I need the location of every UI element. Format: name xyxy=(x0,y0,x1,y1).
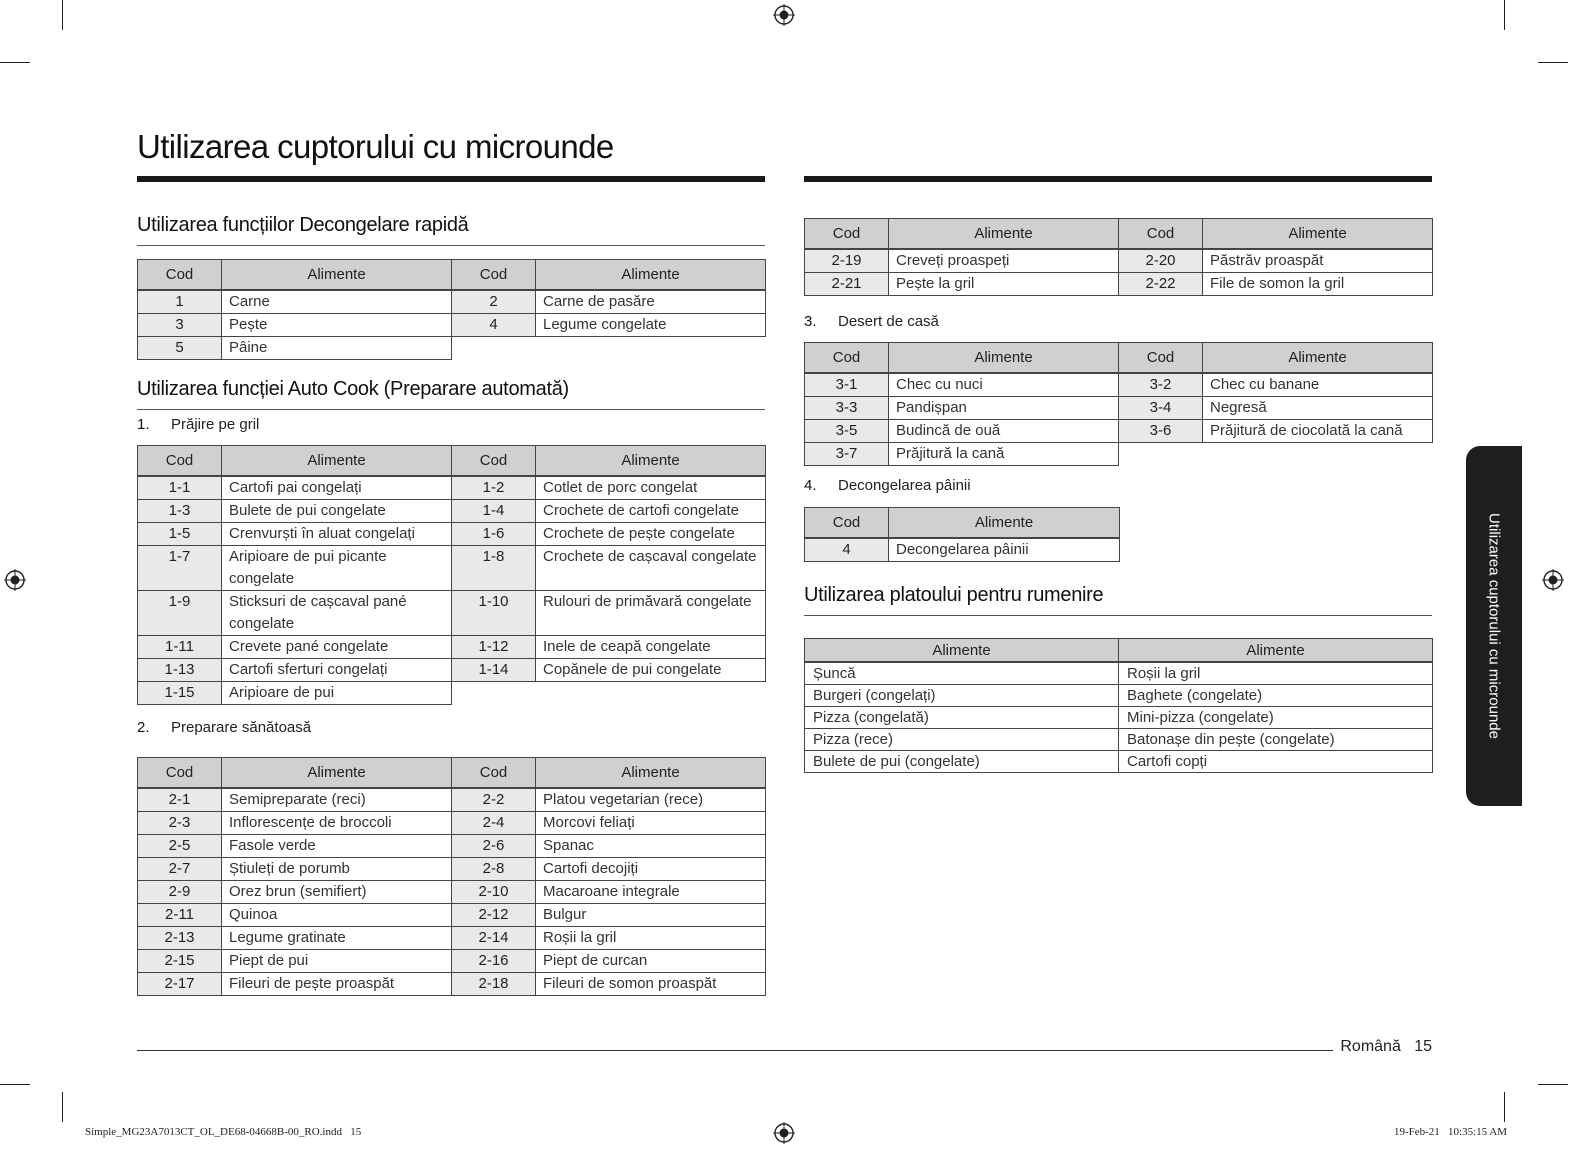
code-cell: 2-15 xyxy=(138,950,222,973)
code-cell: 3-1 xyxy=(805,373,889,397)
column-header-cod: Cod xyxy=(805,508,889,539)
crop-mark xyxy=(62,1092,63,1122)
column-header-alimente: Alimente xyxy=(889,508,1120,539)
dessert-table xyxy=(804,342,1433,466)
table-row xyxy=(805,373,1433,397)
bread-table xyxy=(804,507,1120,562)
code-cell: 2-2 xyxy=(452,788,536,812)
table-row xyxy=(805,443,1433,466)
food-cell: Copănele de pui congelate xyxy=(536,659,766,682)
food-cell: Pandișpan xyxy=(889,397,1119,420)
food-cell: File de somon la gril xyxy=(1203,273,1433,296)
category-number: 3. xyxy=(804,313,817,330)
food-cell: Piept de pui xyxy=(222,950,452,973)
table-row xyxy=(805,397,1433,420)
code-cell: 2-17 xyxy=(138,973,222,996)
table-row xyxy=(805,420,1433,443)
section-rule xyxy=(137,409,765,410)
table-row xyxy=(138,835,766,858)
code-cell: 2-1 xyxy=(138,788,222,812)
food-cell: Chec cu nuci xyxy=(889,373,1119,397)
code-cell: 2-6 xyxy=(452,835,536,858)
food-cell: Cartofi copți xyxy=(1119,751,1433,773)
quick-defrost-heading: Utilizarea funcțiilor Decongelare rapidă xyxy=(137,214,469,236)
code-cell: 1-15 xyxy=(138,682,222,705)
category-number: 1. xyxy=(137,416,150,433)
code-cell: 2-9 xyxy=(138,881,222,904)
crop-mark xyxy=(0,1084,30,1085)
code-cell: 1-5 xyxy=(138,523,222,546)
food-cell: Legume gratinate xyxy=(222,927,452,950)
column-header-cod: Cod xyxy=(138,758,222,789)
footer-page-info xyxy=(1340,1038,1432,1056)
column-header-cod: Cod xyxy=(452,758,536,789)
crop-mark xyxy=(0,62,30,63)
food-cell: Quinoa xyxy=(222,904,452,927)
code-cell: 1-11 xyxy=(138,636,222,659)
food-cell: Baghete (congelate) xyxy=(1119,685,1433,707)
food-cell: Pizza (rece) xyxy=(805,729,1119,751)
code-cell: 2-3 xyxy=(138,812,222,835)
code-cell: 5 xyxy=(138,337,222,360)
column-header-alimente: Alimente xyxy=(222,758,452,789)
column-header-alimente: Alimente xyxy=(536,446,766,477)
crop-mark xyxy=(1504,0,1505,30)
table-row xyxy=(138,337,766,360)
healthy-continued-table xyxy=(804,218,1433,296)
table-row xyxy=(138,858,766,881)
food-cell: Budincă de ouă xyxy=(889,420,1119,443)
food-cell: Șuncă xyxy=(805,662,1119,685)
code-cell: 2-4 xyxy=(452,812,536,835)
food-cell: Inele de ceapă congelate xyxy=(536,636,766,659)
grill-table xyxy=(137,445,766,705)
food-cell: Prăjitură la cană xyxy=(889,443,1119,466)
footer-rule xyxy=(137,1050,1333,1051)
code-cell: 2-8 xyxy=(452,858,536,881)
code-cell: 1-6 xyxy=(452,523,536,546)
empty-cell xyxy=(1119,443,1203,466)
code-cell: 2 xyxy=(452,290,536,314)
food-cell: Carne de pasăre xyxy=(536,290,766,314)
category-name: Decongelarea pâinii xyxy=(838,477,971,494)
column-header-alimente: Alimente xyxy=(222,260,452,291)
food-cell: Decongelarea pâinii xyxy=(889,538,1120,562)
code-cell: 3-2 xyxy=(1119,373,1203,397)
food-cell: Cartofi decojiți xyxy=(536,858,766,881)
food-cell: Semipreparate (reci) xyxy=(222,788,452,812)
crop-mark xyxy=(1538,62,1568,63)
category-number: 2. xyxy=(137,719,150,736)
table-row xyxy=(138,904,766,927)
code-cell: 3 xyxy=(138,314,222,337)
code-cell: 1-8 xyxy=(452,546,536,591)
column-header-cod: Cod xyxy=(452,446,536,477)
crop-mark xyxy=(1504,1092,1505,1122)
food-cell: Crochete de pește congelate xyxy=(536,523,766,546)
food-cell: Roșii la gril xyxy=(1119,662,1433,685)
column-header-cod: Cod xyxy=(805,343,889,374)
empty-cell xyxy=(536,682,766,705)
table-row xyxy=(805,662,1433,685)
defrost-table xyxy=(137,259,766,360)
print-slug-date: 19-Feb-21 10:35:15 AM xyxy=(1393,1126,1507,1138)
registration-mark-icon xyxy=(1542,569,1564,591)
table-row xyxy=(805,707,1433,729)
category-name: Preparare sănătoasă xyxy=(171,719,312,736)
table-row xyxy=(805,729,1433,751)
table-row xyxy=(138,290,766,314)
food-cell: Rulouri de primăvară congelate xyxy=(536,591,766,636)
table-row xyxy=(138,973,766,996)
code-cell: 1-10 xyxy=(452,591,536,636)
code-cell: 2-18 xyxy=(452,973,536,996)
food-cell: Spanac xyxy=(536,835,766,858)
column-header-cod: Cod xyxy=(138,446,222,477)
food-cell: Păstrăv proaspăt xyxy=(1203,249,1433,273)
table-row xyxy=(138,636,766,659)
code-cell: 1-14 xyxy=(452,659,536,682)
food-cell: Creveți proaspeți xyxy=(889,249,1119,273)
code-cell: 1-3 xyxy=(138,500,222,523)
food-cell: Platou vegetarian (rece) xyxy=(536,788,766,812)
code-cell: 3-3 xyxy=(805,397,889,420)
code-cell: 2-16 xyxy=(452,950,536,973)
code-cell: 3-4 xyxy=(1119,397,1203,420)
side-tab-label: Utilizarea cuptorului cu microunde xyxy=(1485,513,1503,739)
crusty-plate-table xyxy=(804,638,1433,773)
code-cell: 1-7 xyxy=(138,546,222,591)
food-cell: Bulete de pui congelate xyxy=(222,500,452,523)
food-cell: Crochete de cartofi congelate xyxy=(536,500,766,523)
column-header-alimente: Alimente xyxy=(222,446,452,477)
food-cell: Bulgur xyxy=(536,904,766,927)
footer-language: Română xyxy=(1340,1038,1401,1055)
column-header-alimente: Alimente xyxy=(889,219,1119,250)
auto-cook-heading: Utilizarea funcției Auto Cook (Preparare automată) xyxy=(137,378,569,400)
food-cell: Cartofi sferturi congelați xyxy=(222,659,452,682)
food-cell: Piept de curcan xyxy=(536,950,766,973)
registration-mark-icon xyxy=(773,4,795,26)
crop-mark xyxy=(62,0,63,30)
registration-mark-icon xyxy=(773,1122,795,1144)
food-cell: Macaroane integrale xyxy=(536,881,766,904)
food-cell: Pește xyxy=(222,314,452,337)
code-cell: 1 xyxy=(138,290,222,314)
table-row xyxy=(805,685,1433,707)
code-cell: 2-20 xyxy=(1119,249,1203,273)
table-row xyxy=(138,546,766,591)
code-cell: 2-11 xyxy=(138,904,222,927)
food-cell: Orez brun (semifiert) xyxy=(222,881,452,904)
print-slug-file: Simple_MG23A7013CT_OL_DE68-04668B-00_RO.indd 15 xyxy=(85,1126,362,1138)
page-title: Utilizarea cuptorului cu microunde xyxy=(137,128,614,165)
food-cell: Legume congelate xyxy=(536,314,766,337)
empty-cell xyxy=(1203,443,1433,466)
empty-cell xyxy=(452,682,536,705)
food-cell: Crevete pané congelate xyxy=(222,636,452,659)
food-cell: Pește la gril xyxy=(889,273,1119,296)
food-cell: Negresă xyxy=(1203,397,1433,420)
registration-mark-icon xyxy=(4,569,26,591)
food-cell: Aripioare de pui picante congelate xyxy=(222,546,452,591)
code-cell: 1-4 xyxy=(452,500,536,523)
table-row xyxy=(138,927,766,950)
column-header-alimente: Alimente xyxy=(889,343,1119,374)
column-header-alimente: Alimente xyxy=(536,260,766,291)
code-cell: 2-14 xyxy=(452,927,536,950)
table-row xyxy=(805,538,1120,562)
code-cell: 3-6 xyxy=(1119,420,1203,443)
column-header-alimente: Alimente xyxy=(536,758,766,789)
column-header-cod: Cod xyxy=(452,260,536,291)
food-cell: Bulete de pui (congelate) xyxy=(805,751,1119,773)
table-row xyxy=(138,881,766,904)
food-cell: Crochete de cașcaval congelate xyxy=(536,546,766,591)
code-cell: 2-7 xyxy=(138,858,222,881)
category-name: Desert de casă xyxy=(838,313,939,330)
title-bar-right xyxy=(804,176,1432,182)
code-cell: 2-13 xyxy=(138,927,222,950)
category-bread xyxy=(804,477,971,494)
food-cell: Morcovi feliați xyxy=(536,812,766,835)
food-cell: Roșii la gril xyxy=(536,927,766,950)
category-dessert xyxy=(804,313,939,330)
food-cell: Pizza (congelată) xyxy=(805,707,1119,729)
food-cell: Cotlet de porc congelat xyxy=(536,476,766,500)
table-row xyxy=(138,591,766,636)
empty-cell xyxy=(452,337,536,360)
food-cell: Chec cu banane xyxy=(1203,373,1433,397)
table-row xyxy=(805,273,1433,296)
code-cell: 2-5 xyxy=(138,835,222,858)
chapter-side-tab xyxy=(1466,446,1522,806)
code-cell: 1-9 xyxy=(138,591,222,636)
food-cell: Burgeri (congelați) xyxy=(805,685,1119,707)
table-row xyxy=(138,314,766,337)
code-cell: 3-5 xyxy=(805,420,889,443)
table-row xyxy=(138,523,766,546)
table-row xyxy=(138,950,766,973)
column-header-alimente: Alimente xyxy=(805,639,1119,663)
code-cell: 2-12 xyxy=(452,904,536,927)
category-number: 4. xyxy=(804,477,817,494)
table-row xyxy=(805,751,1433,773)
food-cell: Crenvurști în aluat congelați xyxy=(222,523,452,546)
column-header-cod: Cod xyxy=(138,260,222,291)
category-healthy xyxy=(137,719,311,736)
crusty-plate-heading: Utilizarea platoului pentru rumenire xyxy=(804,584,1104,606)
column-header-cod: Cod xyxy=(1119,219,1203,250)
food-cell: Aripioare de pui xyxy=(222,682,452,705)
code-cell: 1-1 xyxy=(138,476,222,500)
category-name: Prăjire pe gril xyxy=(171,416,260,433)
table-row xyxy=(805,249,1433,273)
table-row xyxy=(138,659,766,682)
code-cell: 2-22 xyxy=(1119,273,1203,296)
table-row xyxy=(138,788,766,812)
table-row xyxy=(138,682,766,705)
column-header-cod: Cod xyxy=(1119,343,1203,374)
category-grill xyxy=(137,416,259,433)
empty-cell xyxy=(536,337,766,360)
food-cell: Cartofi pai congelați xyxy=(222,476,452,500)
code-cell: 1-2 xyxy=(452,476,536,500)
code-cell: 2-10 xyxy=(452,881,536,904)
table-row xyxy=(138,476,766,500)
section-rule xyxy=(804,615,1432,616)
table-row xyxy=(138,812,766,835)
food-cell: Fileuri de somon proaspăt xyxy=(536,973,766,996)
column-header-cod: Cod xyxy=(805,219,889,250)
code-cell: 4 xyxy=(452,314,536,337)
food-cell: Fileuri de pește proaspăt xyxy=(222,973,452,996)
title-bar-left xyxy=(137,176,765,182)
food-cell: Pâine xyxy=(222,337,452,360)
code-cell: 3-7 xyxy=(805,443,889,466)
column-header-alimente: Alimente xyxy=(1119,639,1433,663)
column-header-alimente: Alimente xyxy=(1203,343,1433,374)
code-cell: 1-12 xyxy=(452,636,536,659)
code-cell: 2-21 xyxy=(805,273,889,296)
food-cell: Prăjitură de ciocolată la cană xyxy=(1203,420,1433,443)
food-cell: Carne xyxy=(222,290,452,314)
code-cell: 2-19 xyxy=(805,249,889,273)
section-rule xyxy=(137,245,765,246)
food-cell: Inflorescențe de broccoli xyxy=(222,812,452,835)
healthy-table xyxy=(137,757,766,996)
food-cell: Știuleți de porumb xyxy=(222,858,452,881)
code-cell: 1-13 xyxy=(138,659,222,682)
crop-mark xyxy=(1538,1084,1568,1085)
food-cell: Sticksuri de cașcaval pané congelate xyxy=(222,591,452,636)
table-row xyxy=(138,500,766,523)
page-number: 15 xyxy=(1414,1038,1432,1055)
food-cell: Mini-pizza (congelate) xyxy=(1119,707,1433,729)
column-header-alimente: Alimente xyxy=(1203,219,1433,250)
code-cell: 4 xyxy=(805,538,889,562)
food-cell: Batonașe din pește (congelate) xyxy=(1119,729,1433,751)
food-cell: Fasole verde xyxy=(222,835,452,858)
